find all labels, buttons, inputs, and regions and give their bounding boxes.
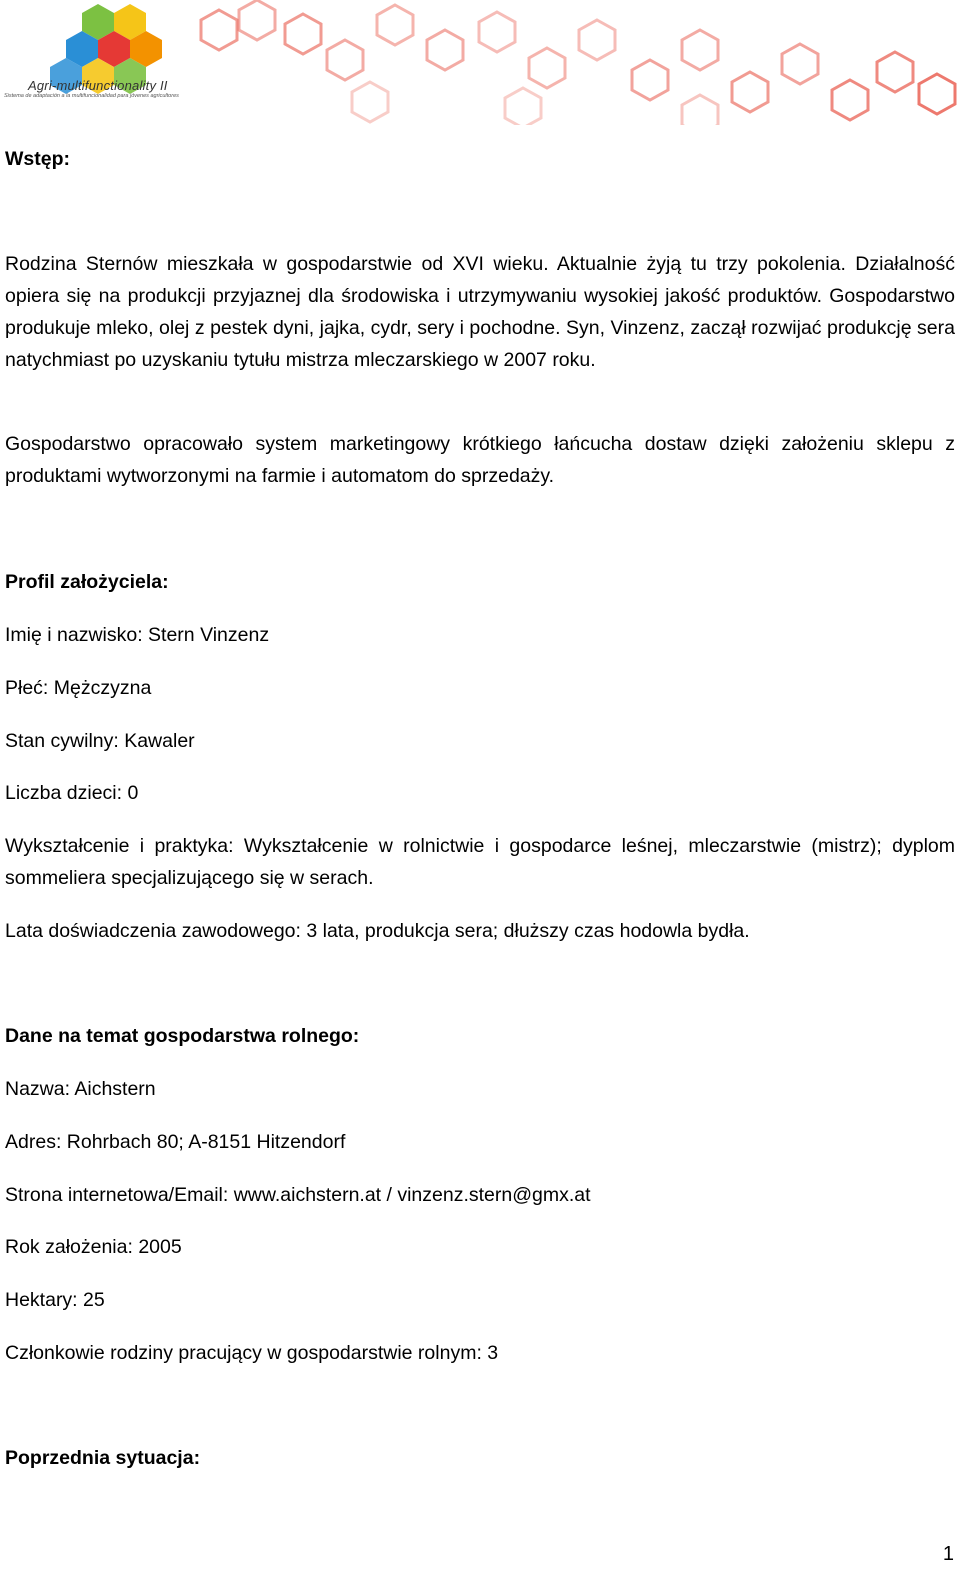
farm-address: Adres: Rohrbach 80; A-8151 Hitzendorf	[5, 1131, 346, 1153]
founder-sex: Płeć: Mężczyzna	[5, 677, 152, 699]
founder-children: Liczba dzieci: 0	[5, 782, 139, 804]
farm-web-email: Strona internetowa/Email: www.aichstern.at / vinzenz.stern@gmx.at	[5, 1184, 591, 1206]
intro-paragraph-1: Rodzina Sternów mieszkała w gospodarstwie od XVI wieku. Aktualnie żyją tu trzy pokolenia. Działalność opiera się na produkcji przyjaznej dla środowiska i utrzymywaniu wysokiej jakość produktów. Gospodarstwo produkuje mleko, olej z pestek dyni, jajka, cydr, sery i pochodne. Syn, Vinzenz, zaczął rozwijać produkcję sera natychmiast po uzyskaniu tytułu mistrza mleczarskiego w 2007 roku.	[5, 253, 955, 371]
heading-previous-situation: Poprzednia sytuacja:	[5, 1447, 201, 1469]
logo-hexagons-graphic	[0, 0, 200, 118]
logo-subtitle: Sistema de adaptación a la multifuncionalidad para jóvenes agricultores	[4, 93, 179, 99]
heading-intro: Wstęp:	[5, 148, 70, 170]
decorative-hexagon-pattern	[195, 0, 960, 125]
founder-marital-status: Stan cywilny: Kawaler	[5, 730, 195, 752]
intro-paragraph-2: Gospodarstwo opracowało system marketingowy krótkiego łańcucha dostaw dzięki założeniu sklepu z produktami wytworzonymi na farmie i automatom do sprzedaży.	[5, 433, 955, 487]
farm-family-members: Członkowie rodziny pracujący w gospodarstwie rolnym: 3	[5, 1342, 499, 1364]
founder-name: Imię i nazwisko: Stern Vinzenz	[5, 624, 270, 646]
founder-education: Wykształcenie i praktyka: Wykształcenie w rolnictwie i gospodarce leśnej, mleczarstwie (mistrz); dyplom sommeliera specjalizującego się w serach.	[5, 835, 955, 889]
farm-name: Nazwa: Aichstern	[5, 1078, 156, 1100]
farm-hectares: Hektary: 25	[5, 1289, 105, 1311]
founder-experience: Lata doświadczenia zawodowego: 3 lata, produkcja sera; dłuższy czas hodowla bydła.	[5, 920, 750, 942]
page-number: 1	[942, 1543, 954, 1565]
agri-multifunctionality-logo	[0, 0, 200, 118]
page-header	[0, 0, 960, 125]
heading-founder: Profil założyciela:	[5, 571, 169, 593]
farm-founded-year: Rok założenia: 2005	[5, 1236, 182, 1258]
logo-title: Agri-multifunctionality II	[28, 78, 168, 93]
heading-farm: Dane na temat gospodarstwa rolnego:	[5, 1025, 360, 1047]
